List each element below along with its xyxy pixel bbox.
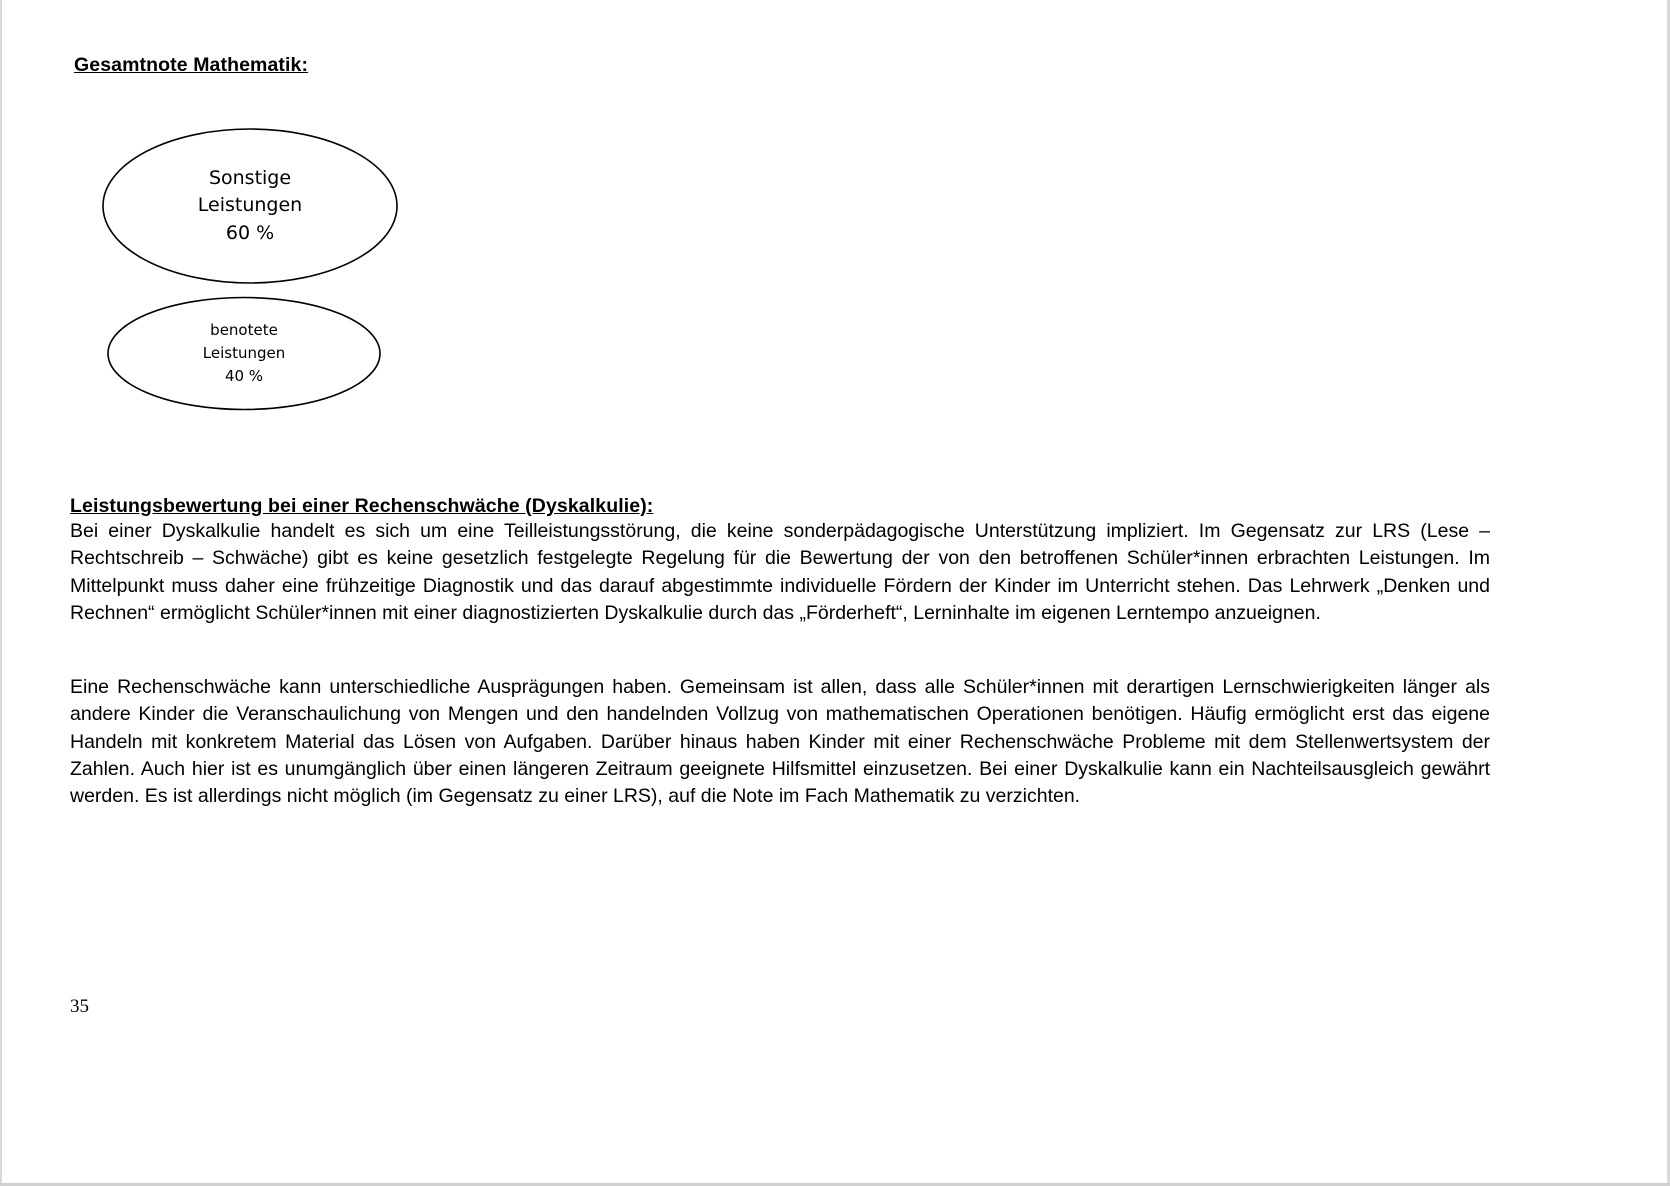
page-number: 35: [70, 996, 89, 1017]
ellipse-sonstige-line1: Sonstige: [208, 166, 292, 189]
grade-composition-diagram: [70, 110, 500, 430]
page-border-left: [0, 0, 2, 1186]
ellipse-benotete-line1: benotete: [210, 320, 278, 339]
section-heading-leistungsbewertung-dyskalkulie: Leistungsbewertung bei einer Rechenschwäche (Dyskalkulie):: [70, 495, 654, 517]
body-paragraph-2: Eine Rechenschwäche kann unterschiedliche Ausprägungen haben. Gemeinsam ist allen, dass alle Schüler*innen mit derartigen Lernschwierigkeiten länger als andere Kinder die Veranschaulichung von Mengen und den handelnden Vollzug von mathematischen Operationen benötigen. Häufig ermöglicht erst das eigene Handeln mit konkretem Material das Lösen von Aufgaben. Darüber hinaus haben Kinder mit einer Rechenschwäche Probleme mit dem Stellenwertsystem der Zahlen. Auch hier ist es unumgänglich über einen längeren Zeitraum geeignete Hilfsmittel einzusetzen. Bei einer Dyskalkulie kann ein Nachteilsausgleich gewährt werden. Es ist allerdings nicht möglich (im Gegensatz zu einer LRS), auf die Note im Fach Mathematik zu verzichten.: [70, 676, 1490, 808]
body-paragraph-1: Bei einer Dyskalkulie handelt es sich um eine Teilleistungsstörung, die keine sonderpädagogische Unterstützung impliziert. Im Gegensatz zur LRS (Lese – Rechtschreib – Schwäche) gibt es keine gesetzlich festgelegte Regelung für die Bewertung der von den betroffenen Schüler*innen erbrachten Leistungen. Im Mittelpunkt muss daher eine frühzeitige Diagnostik und das darauf abgestimmte individuelle Fördern der Kinder im Unterricht stehen. Das Lehrwerk „Denken und Rechnen“ ermöglicht Schüler*innen mit einer diagnostizierten Dyskalkulie durch das „Förderheft“, Lerninhalte im eigenen Lerntempo anzueignen.: [70, 520, 1490, 624]
ellipse-sonstige-line2: Leistungen: [197, 194, 303, 217]
ellipse-benotete-leistungen: [105, 295, 383, 412]
section-heading-gesamtnote-mathematik: Gesamtnote Mathematik:: [74, 54, 309, 76]
ellipse-benotete-line2: Leistungen: [202, 343, 286, 362]
ellipse-sonstige-line3: 60 %: [225, 221, 275, 244]
ellipse-benotete-label: [105, 295, 383, 412]
ellipse-benotete-line3: 40 %: [224, 367, 264, 386]
ellipse-sonstige-leistungen: [100, 126, 400, 286]
ellipse-sonstige-label: [100, 126, 400, 286]
